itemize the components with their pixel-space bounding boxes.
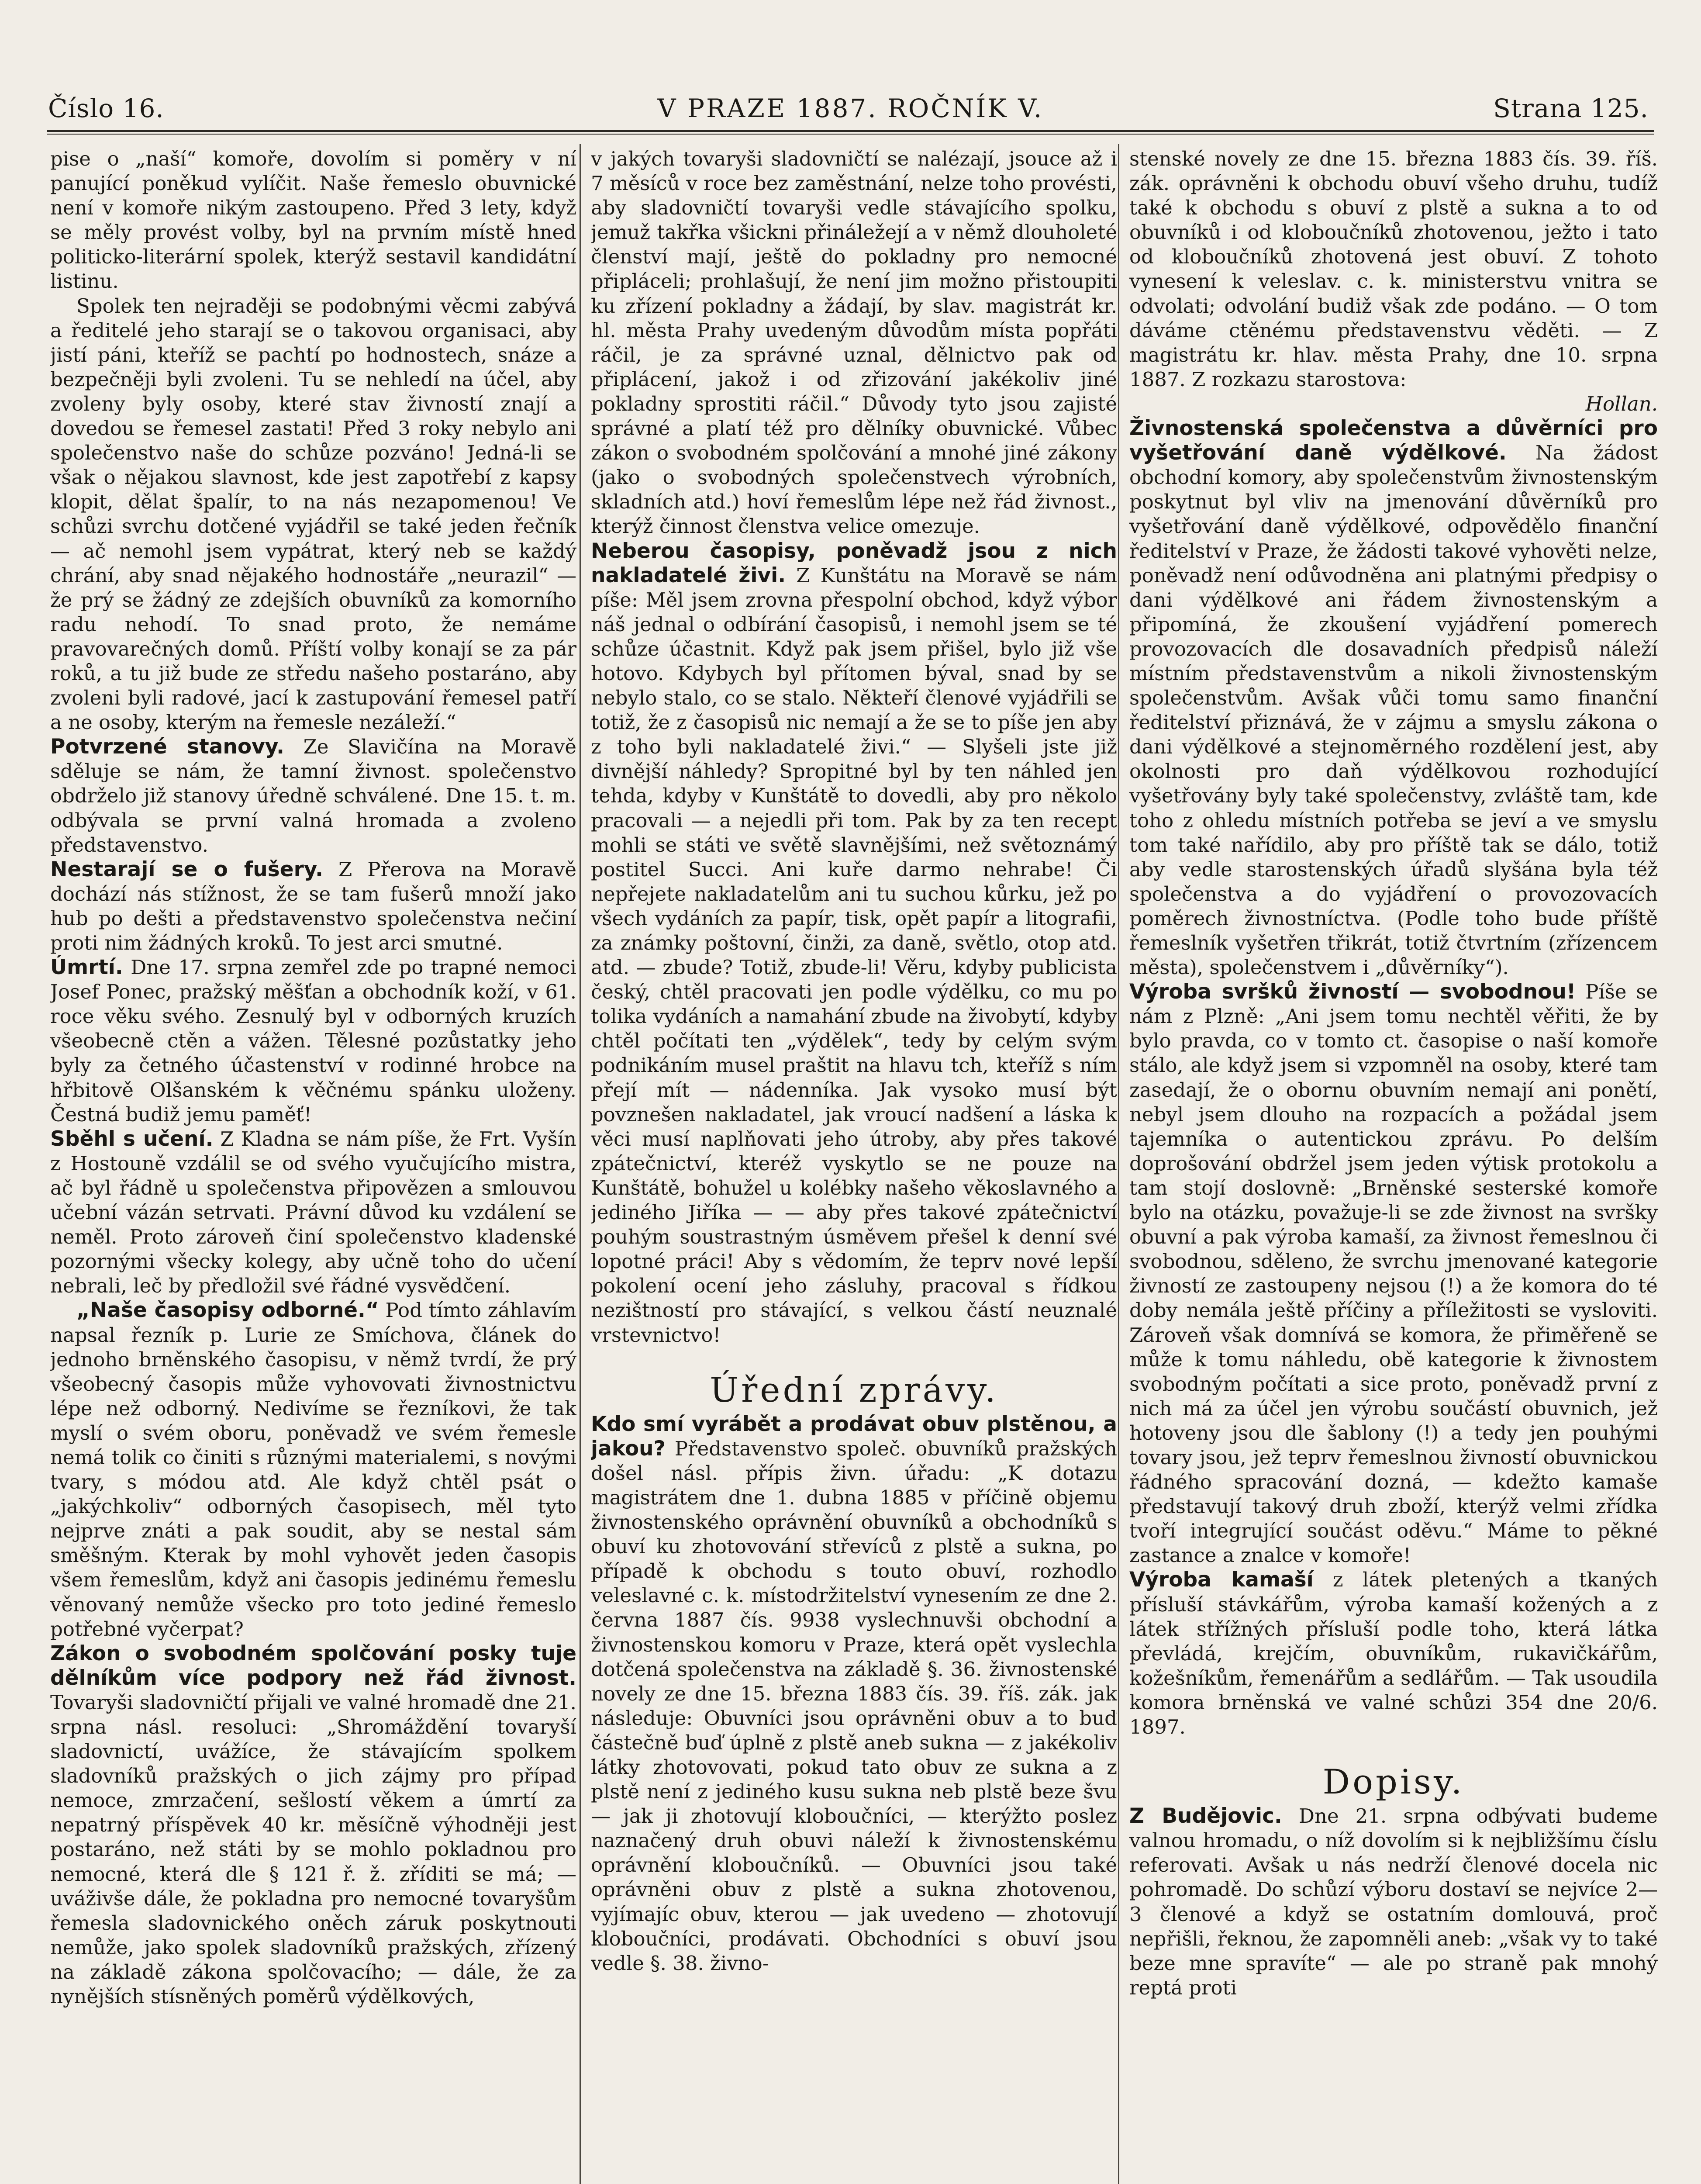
article [50, 1298, 576, 1641]
header-rule-thin [47, 134, 1654, 135]
article [50, 857, 576, 955]
article [50, 1127, 576, 1299]
article-text: Píše se nám z Plzně: „Ani jsem tomu nechtěl věřiti, že by bylo pravda, co v tomto ct. časopise o naší komoře stálo, ale když jsem si vzpomněl na osoby, které tam zasedají, že o obornu obuvním nemají ani ponětí, nebyl jsem dlouho na rozpacích a požádal jsem tajemníka o autentickou zprávu. Po delším doprošování obdržel jsem jeden výtisk protokolu a tam stojí doslovně: „Brněnské sesterské komoře bylo na otázku, považuje-li se zde živnost na svršky obuvní a pak výroba kamaší, za živnost řemeslnou či svobodnou, sděleno, že svrchu jmenované kategorie živností ze zastoupeny nejsou (!) a že komora do té doby nemála ještě příčiny a příležitosti se vysloviti. Zároveň však domnívá se komora, že přiměřeně se může k tomu náhledu, obě kategorie k živnostem svobodným počítati a sice proto, poněvadž první z nich má za účel jen výrobu součástí obuvnich, jež hotoveny jsou dle šablony (!) a tedy jen pouhými tovary jsou, jež teprv řemeslnou živností obuvnickou řádného spracování dozná, — kdežto kamaše představují takový druh zboží, kterýž velmi zřídka tvoří integrující součást oděvu.“ Máme to pěkné zastance a znalce v komoře! [1129, 980, 1658, 1567]
article [50, 1641, 576, 2009]
article-text: Ze Slavičína na Moravě sděluje se nám, že tamní živnost. společenstvo obdrželo již stanovy úředně schválené. Dne 15. t. m. odbývala se první valná hromada a zvoleno představenstvo. [50, 735, 576, 857]
section-title: Dopisy. [1322, 1762, 1465, 1802]
article-heading: Nestarají se o fušery. [50, 857, 323, 881]
article-heading: „Naše časopisy odborné.“ [76, 1298, 379, 1323]
article-heading: Živnostenská společenstva a důvěrníci pro vyšetřování daně výdělkové. [1129, 416, 1658, 465]
paragraph: stenské novely ze dne 15. března 1883 čís. 39. říš. zák. oprávněni k obchodu obuví všeho druhu, tudíž také k obchodu s obuví z plstě a sukna a to od obuvníků i od kloboučníků zhotovenou, ježto i tato od kloboučníků zhotovená jest obuví. Z tohoto vynesení k veleslav. c. k. ministerstvu vnitra se odvolati; odvolání budiž však zde podáno. — O tom dáváme ctěnému představenstvu věděti. — Z magistrátu kr. hlav. města Prahy, dne 10. srpna 1887. Z rozkazu starostova: [1129, 147, 1658, 391]
page-number: Strana 125. [1493, 93, 1649, 123]
article-heading: Výroba svršků živností — svobodnou! [1129, 980, 1576, 1004]
article [1129, 416, 1658, 980]
article-text: Představenstvo společ. obuvníků pražských došel násl. přípis živn. úřadu: „K dotazu magistrátem dne 1. dubna 1885 v příčině objemu živnostenského oprávnění obuvníků a obchodníků s obuví ku zhotovování střevíců z plstě a sukna, po případě k obchodu s touto obuví, rozhodlo veleslavné c. k. místodržitelství vynesením ze dne 2. června 1887 čís. 9938 vyslechnuvši obchodní a živnostenskou komoru v Praze, která opět vyslechla dotčená společenstva na základě §. 36. živnostenské novely ze dne 15. března 1883 čís. 39. říš. zák. jak následuje: Obuvníci jsou oprávněni obuv a to buď částečně buď úplně z plstě aneb sukna — z jakékoliv látky zhotovovati, pokud tato obuv ze sukna a z plstě není z jediného kusu sukna neb plstě beze švu — jak ji zhotovují kloboučníci, — kterýžto poslez naznačený druh obuvi náleží k živnostenskému oprávnění kloboučníků. — Obuvníci jsou také oprávněni obuv z plstě a sukna zhotovenou, vyjímajíc obuv, kterou — jak uvedeno — zhotovují kloboučníci, prodávati. Obchodníci s obuví jsou vedle §. 38. živno- [591, 1437, 1117, 1975]
article-heading: Zákon o svobodném spolčování posky tuje dělníkům více podpory než řád živnost. [50, 1641, 576, 1690]
article-text: Dne 21. srpna odbývati budeme valnou hromadu, o níž dovolím si k nejbližšímu číslu referovati. Avšak u nás nedrží členové docela nic pohromadě. Do schůzí výboru dostaví se nejvíce 2—3 členové a když se ostatním domlouvá, proč nepřišli, řeknou, že zapomněli aneb: „však vy to také beze mne spravíte“ — ale po straně pak mnohý reptá proti [1129, 1804, 1658, 1999]
column-divider [580, 144, 581, 2184]
column-2 [591, 147, 1117, 1976]
article-heading: Neberou časopisy, poněvadž jsou z nich nakladatelé živi. [591, 539, 1117, 587]
article-text: Z Kladna se nám píše, že Frt. Vyšín z Hostouně vzdálil se od svého vyučujícího mistra, ač byl řádně u společenstva připovězen a smlouvou učební vázán setrvati. Právní důvod ku vzdálení se neměl. Proto zároveň činí společenstvo kladenské pozornými všecky kolegy, aby učně toho do učení nebrali, leč by předložil své řádné vysvědčení. [50, 1127, 576, 1298]
article-heading: Z Budějovic. [1129, 1804, 1282, 1828]
column-divider [1118, 144, 1119, 2184]
signature: Hollan. [1585, 392, 1658, 415]
article [1129, 980, 1658, 1568]
masthead-line: V PRAZE 1887. ROČNÍK V. [657, 93, 1044, 123]
article-text: Na žádost obchodní komory, aby společenstvům živnostenským poskytnut byl vliv na jmenování důvěrníků pro vyšetřování daně výdělkové, odpovědělo finanční ředitelství v Praze, že žádosti takové vyhověti nelze, poněvadž není odůvodněna ani platnými předpisy o dani výdělkové ani řádem živnostenským a připomíná, že zkoušení vyjádření pomerech provozovacích dle dosavadních předpisů náleží místním představenstvům a nikoli živnostenským společenstvům. Avšak vůči tomu samo finanční ředitelství přiznává, že v zájmu a smyslu zákona o dani výdělkové a stejnoměrného rozdělení jest, aby okolnosti pro daň výdělkovou rozhodující vyšetřovány byly také společenstvy, zvláště tam, kde toho z ohledu místních potřeba se jeví a ve smyslu tom také nařídilo, aby pro příště tak se dálo, totiž aby vedle starostenských úřadů slyšána byla též společenstva a do vyjádření o provozovacích poměrech živnostníctva. (Podle toho bude příště řemeslník vyšetřen třikrát, totiž čtvrtním (zřízencem města), společenstvem i „důvěrníky“). [1129, 441, 1658, 979]
article [50, 955, 576, 1127]
column-3 [1129, 147, 1658, 2000]
article [1129, 1804, 1658, 2000]
article-heading: Úmrtí. [50, 955, 123, 980]
article-text: Z Kunštátu na Moravě se nám píše: Měl jsem zrovna přespolní obchod, když výbor náš jednal o odbírání časopisů, i nemohl jsem se té schůze účastnit. Když pak jsem přišel, bylo již vše hotovo. Kdybych byl přítomen býval, snad by se nebylo stalo, co se stalo. Někteří členové vyjádřili se totiž, že z časopisů nic nemají a že se to píše jen aby z toho byli nakladatelé živi.“ — Slyšeli jste již divnější náhledy? Spropitné byl by ten náhled jen tehda, kdyby v Kunštátě to dovedli, aby pro několo pracovali — a nejedli při tom. Pak by za ten recept mohli se státi ve světě slavnějšími, než světoznámý postitel Succi. Ani kuře darmo nehrabe! Či nepřejete nakladatelům ani tu suchou kůrku, jež po všech vydáních za papír, tisk, opět papír a litografii, za známky poštovní, činži, za daně, světlo, otop atd. atd. — zbude? Totiž, zbude-li! Věru, kdyby publicista český, chtěl pracovati jen podle výdělku, co mu po tolika vydáních a namahání zbude na živobytí, kdyby chtěl počítati ten „výdělek“, tedy by celým svým podnikáním musel praštit na hlavu tch, kteříž s ním přejí mít — nádenníka. Jak vysoko musí být povznešen nakladatel, jak vroucí nadšení a láska k věci musí naplňovati jeho útroby, aby přes takové zpátečnictví, kteréž vyskytlo se ne pouze na Kunštátě, bohužel u kolébky našeho věkoslavného a jediného Jiříka — — aby přes takové zpátečnictví pouhým soustrastným úsměvem přešel k denní své lopotné práci! Aby s vědomím, že teprv nové lepší pokolení ocení jeho zásluhy, pracoval s řídkou nezištností pro stávající, s velkou částí neuznalé vrstevnictvo! [591, 563, 1117, 1347]
article-text: Tovaryši sladovničtí přijali ve valné hromadě dne 21. srpna násl. resoluci: „Shromáždění tovaryší sladovnictí, uvážíce, že stávajícím spolkem sladovníků pražských o jich zájmy pro případ nemoce, zmrzačení, sešlostí věkem a úmrtí za nepatrný příspěvek 40 kr. měsíčně výhodněji jest postaráno, než státi by se mohlo pokladnou pro nemocné, která dle § 121 ř. ž. zříditi se má; — uváživše dále, že pokladna pro nemocné tovaryšům řemesla sladovnického oněch záruk poskytnouti nemůže, jako spolek sladovníků pražských, zřízený na základě zákona spolčovacího; — dále, že za nynějších stísněných poměrů výdělkových, [50, 1690, 576, 2008]
paragraph: v jakých tovaryši sladovničtí se nalézají, jsouce až i 7 měsíců v roce bez zaměstnání, nelze toho provésti, aby sladovničtí tovaryši vedle stávajícího spolku, jemuž takřka všickni přináležejí a v němž dlouholeté členství mají, ještě do pokladny pro nemocné připláceli; prohlašují, že není jim možno přistoupiti ku zřízení pokladny a žádají, by slav. magistrát kr. hl. města Prahy uvedeným důvodům místa popřáti ráčil, je za správné uznal, dělnictvo pak od připlácení, jakož i od zřizování jakékoliv jiné pokladny sprostiti ráčil.“ Důvody tyto jsou zajisté správné a platí též pro dělníky obuvnické. Vůbec zákon o svobodném spolčování a mnohé jiné zákony (jako o svobodných společenstvech výrobních, skladních atd.) hoví řemeslům lépe než řád živnost., kterýž činnost členstva velice omezuje. [591, 147, 1117, 538]
column-1 [50, 147, 576, 2009]
article [1129, 1568, 1658, 1739]
paragraph: Spolek ten nejraději se podobnými věcmi zabývá a ředitelé jeho starají se o takovou organisaci, aby jistí páni, kteříž se pachtí po hodnostech, snáze a bezpečněji byli zvoleni. Tu se nehledí na účel, aby zvoleny byly osoby, které stav živností znají a dovedou se řemesel zastati! Před 3 roky nebylo ani společenstvo naše do schůze pozváno! Jedná-li se však o nějakou slavnost, kde jest zapotřebí z kapsy klopit, dělat špalír, to na nás nezapomenou! Ve schůzi svrchu dotčené vyjádřil se také jeden řečník — ač nemohl jsem vypátrat, který neb se každý chrání, aby snad nějakého hodnostáře „neurazil“ — že prý se žádný ze zdejších obuvníků za komorního radu nehodí. To snad proto, že nemáme pravovarečných domů. Příští volby konají se za pár roků, a tu již bude ze středu našeho postaráno, aby zvoleni byli radové, jací k zastupování řemesel patří a ne osoby, kterým na řemesle nezáleží.“ [50, 294, 576, 734]
article-heading: Kdo smí vyrábět a prodávat obuv plstěnou, a jakou? [591, 1412, 1117, 1461]
article [591, 539, 1117, 1348]
article [50, 735, 576, 857]
article-heading: Potvrzené stanovy. [50, 735, 284, 759]
article-text: Z Přerova na Moravě dochází nás stížnost, že se tam fušerů množí jako hub po dešti a představenstvo společenstva nečiní proti nim žádných kroků. To jest arci smutné. [50, 857, 576, 954]
article-text: Pod tímto záhlavím napsal řezník p. Lurie ze Smíchova, článek do jednoho brněnského časopisu, v němž tvrdí, že prý všeobecný časopis může vyhovovati živnostnictvu lépe než odborný. Nedivíme se řezníkovi, že tak myslí o svém oboru, poněvadž ve svém řemesle nemá tolik co činiti s různými materialemi, s novými tvary, s módou atd. Ale když chtěl psát o „jakýchkoliv“ odborných časopisech, měl tyto nejprve znáti a pak soudit, aby se nestal sám směšným. Kterak by mohl vyhovět jeden časopis všem řemeslům, když ani časopis jedinému řemeslu věnovaný nemůže všecko pro toto jediné řemeslo potřebné vyčerpat? [50, 1299, 576, 1641]
article-text: z látek pletených a tkaných přísluší stávkářům, výroba kamaší kožených a z látek střížných přísluší podle toho, která látka převládá, krejčím, obuvníkům, rukavičkářům, kožešníkům, řemenářům a sedlářům. — Tak usoudila komora brněnská ve valné schůzi 354 dne 20/6. 1897. [1129, 1568, 1658, 1738]
header-rule [47, 130, 1654, 132]
article [591, 1412, 1117, 1976]
section-title: Úřední zprávy. [710, 1370, 998, 1410]
article-text: Dne 17. srpna zemřel zde po trapné nemoci Josef Ponec, pražský měšťan a obchodník koží, v 61. roce věku svého. Zesnulý byl v odborných kruzích všeobecně ctěn a vážen. Tělesné pozůstatky jeho byly za četného účastenství v rodinné hrobce na hřbitově Olšanském k věčnému spánku uloženy. Čestná budiž jemu paměť! [50, 956, 576, 1126]
issue-number: Číslo 16. [48, 93, 164, 123]
article-heading: Výroba kamaší [1129, 1568, 1314, 1592]
article-heading: Sběhl s učení. [50, 1127, 214, 1151]
paragraph: pise o „naší“ komoře, dovolím si poměry v ní panující poněkud vylíčit. Naše řemeslo obuvnické není v komoře nikým zastoupeno. Před 3 lety, když se měly provést volby, byl na prvním místě hned politicko-literární spolek, kterýž sestavil kandidátní listinu. [50, 147, 576, 293]
